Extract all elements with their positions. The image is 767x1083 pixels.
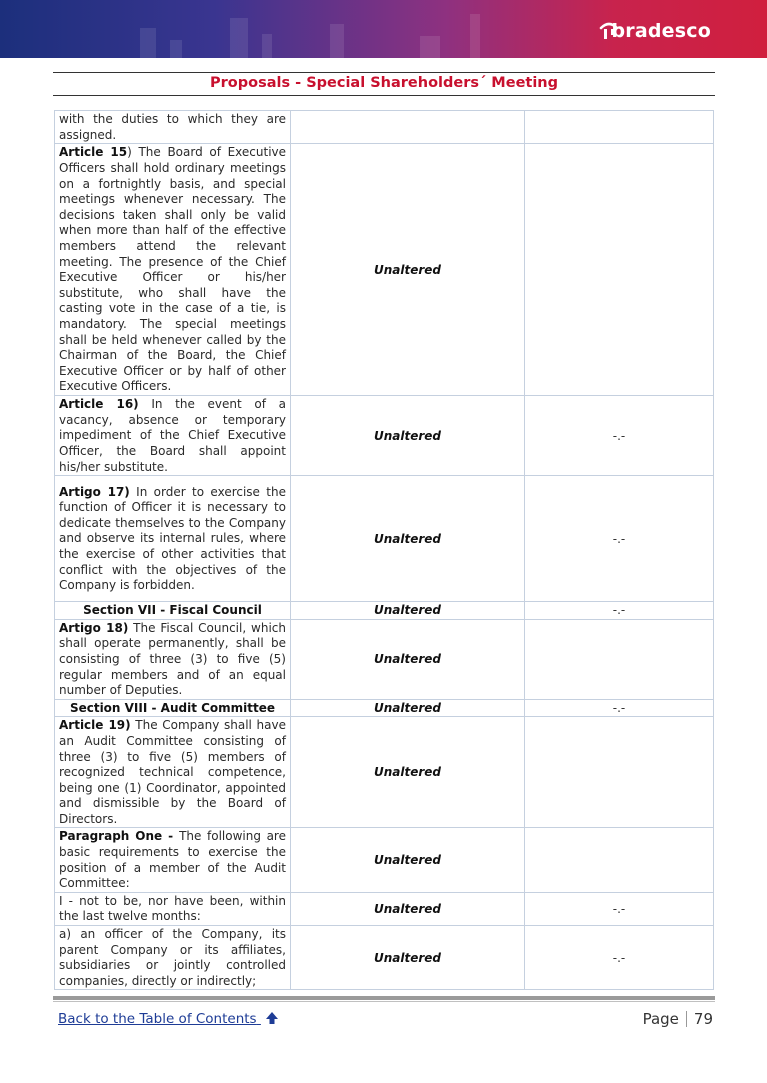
article-text-cell xyxy=(55,892,291,925)
article-heading: Paragraph One - xyxy=(59,829,180,844)
article-heading: Article 19) xyxy=(59,718,131,733)
article-text-cell xyxy=(55,699,291,717)
article-text-cell xyxy=(55,828,291,892)
table-row xyxy=(55,602,714,620)
article-text-cell xyxy=(55,602,291,620)
proposal-status-cell: Unaltered xyxy=(291,396,525,476)
title-rule-top xyxy=(53,72,715,73)
table-row xyxy=(55,396,714,476)
article-text: with the duties to which they are assigned. xyxy=(59,112,286,142)
footer-rule-thin xyxy=(53,1001,715,1002)
brand-name: bradesco xyxy=(611,20,711,42)
proposal-status-cell: Unaltered xyxy=(291,476,525,602)
proposal-status-cell: Unaltered xyxy=(291,717,525,828)
page-title: Proposals - Special Shareholders´ Meeting xyxy=(209,75,559,91)
table-row xyxy=(55,926,714,990)
table-row xyxy=(55,476,714,602)
title-rule-bottom xyxy=(53,95,715,96)
proposal-status-cell: Unaltered xyxy=(291,144,525,396)
article-text: Section VII - Fiscal Council xyxy=(83,603,262,618)
table-row xyxy=(55,828,714,892)
arrow-up-icon[interactable] xyxy=(265,1011,279,1025)
proposal-status-cell: Unaltered xyxy=(291,892,525,925)
article-heading: Artigo 17) xyxy=(59,484,130,499)
article-heading: Article 16) xyxy=(59,397,139,412)
table-row xyxy=(55,699,714,717)
article-text: In order to exercise the function of Officer it is necessary to dedicate themselves to the Company and observe its internal rules, where the exercise of other activities that conflict with the objectives of the Company is forbidden. xyxy=(59,484,286,593)
justification-cell: -.- xyxy=(525,396,714,476)
back-to-toc-link[interactable] xyxy=(58,1011,279,1027)
footer-rule xyxy=(53,996,715,1000)
justification-cell xyxy=(525,144,714,396)
article-text-cell xyxy=(55,717,291,828)
justification-cell: -.- xyxy=(525,476,714,602)
proposal-table xyxy=(54,110,714,990)
article-text: ) The Board of Executive Officers shall hold ordinary meetings on a fortnightly basis, and special meetings whenever necessary. The decisions taken shall only be valid when more than half of the effective members attend the relevant meeting. The presence of the Chief Executive Officer or his/her substitute, who shall have the casting vote in the case of a tie, is mandatory. The special meetings shall be held whenever called by the Chairman of the Board, the Chief Executive Officer or by half of other Executive Officers. xyxy=(59,145,287,394)
table-row xyxy=(55,619,714,699)
article-text-cell xyxy=(55,144,291,396)
back-to-toc-label[interactable]: Back to the Table of Contents xyxy=(58,1011,257,1027)
table-row xyxy=(55,717,714,828)
article-text: The Company shall have an Audit Committee consisting of three (3) to five (5) members of recognized technical competence, being one (1) Coordinator, appointed and dismissible by the Board of Directors. xyxy=(59,718,286,826)
article-text-cell xyxy=(55,111,291,144)
article-text: a) an officer of the Company, its parent Company or its affiliates, subsidiaries or jointly controlled companies, directly or indirectly; xyxy=(59,927,286,988)
article-text-cell xyxy=(55,396,291,476)
proposal-status-cell: Unaltered xyxy=(291,828,525,892)
proposal-status-cell: Unaltered xyxy=(291,619,525,699)
article-text-cell xyxy=(55,476,291,602)
article-heading: Article 15 xyxy=(59,145,128,160)
header-banner xyxy=(0,0,767,58)
page-label: Page xyxy=(642,1010,679,1028)
table-row xyxy=(55,111,714,144)
proposal-status-cell: Unaltered xyxy=(291,602,525,620)
justification-cell xyxy=(525,828,714,892)
page-number-value: 79 xyxy=(693,1010,713,1028)
page-number xyxy=(643,1010,713,1028)
article-text: In the event of a vacancy, absence or temporary impediment of the Chief Executive Officer, the Board shall appoint his/her substitute. xyxy=(59,397,286,474)
proposal-status-cell: Unaltered xyxy=(291,699,525,717)
justification-cell: -.- xyxy=(525,602,714,620)
article-text-cell xyxy=(55,619,291,699)
article-text: I - not to be, nor have been, within the last twelve months: xyxy=(59,893,286,924)
justification-cell xyxy=(525,717,714,828)
justification-cell xyxy=(525,619,714,699)
proposal-status-cell: Unaltered xyxy=(291,926,525,990)
justification-cell: -.- xyxy=(525,699,714,717)
article-text: Section VIII - Audit Committee xyxy=(69,700,276,715)
justification-cell xyxy=(525,111,714,144)
table-row xyxy=(55,892,714,925)
article-text: The following are basic requirements to exercise the position of a member of the Audit Committee: xyxy=(59,829,286,891)
article-text: The Fiscal Council, which shall operate permanently, shall be consisting of three (3) to five (5) regular members and of an equal number of Deputies. xyxy=(59,620,286,698)
justification-cell: -.- xyxy=(525,926,714,990)
table-row xyxy=(55,144,714,396)
justification-cell: -.- xyxy=(525,892,714,925)
proposal-status-cell xyxy=(291,111,525,144)
article-text-cell xyxy=(55,926,291,990)
article-heading: Artigo 18) xyxy=(59,620,129,635)
